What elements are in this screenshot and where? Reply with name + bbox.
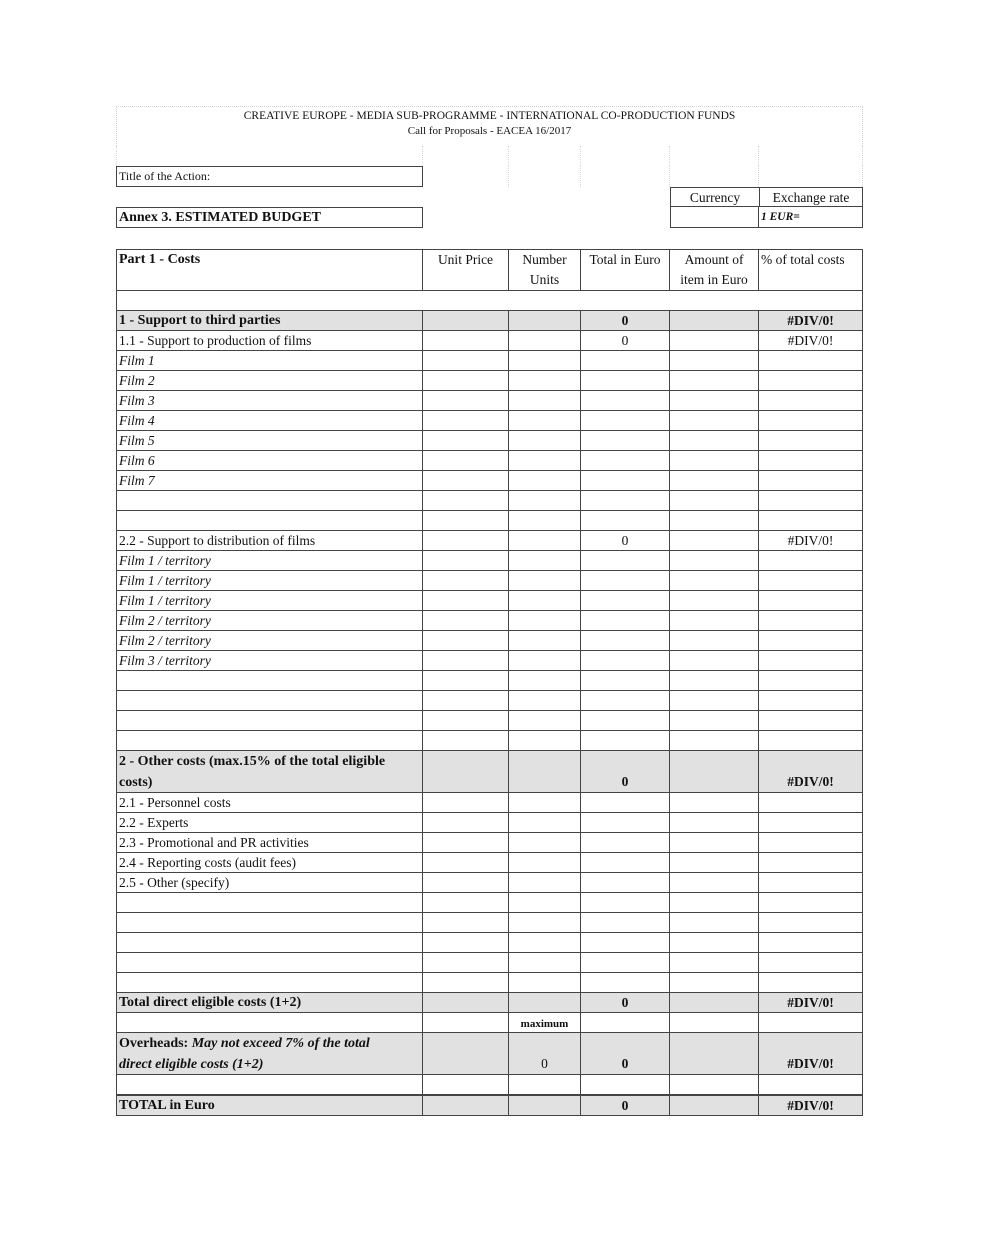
blank-row [116,291,863,311]
film-row-cell[interactable] [423,451,509,471]
film-row-cell[interactable] [581,471,670,491]
other-cost-row-label: 2.4 - Reporting costs (audit fees) [116,853,423,873]
territory-row [116,651,863,671]
other-cost-row-cell[interactable] [509,793,581,813]
other-cost-row-label: 2.2 - Experts [116,813,423,833]
budget-sheet [116,106,863,1116]
film-row-cell[interactable] [670,371,759,391]
exchange-rate-field[interactable]: 1 EUR= [759,207,863,228]
other-cost-row-label: 2.1 - Personnel costs [116,793,423,813]
other-cost-row-cell[interactable] [670,873,759,893]
maximum-row [116,1013,863,1033]
territory-row-cell[interactable] [759,611,863,631]
blank-row [116,511,863,531]
section1-amount[interactable] [670,311,759,331]
territory-row-cell[interactable] [670,591,759,611]
territory-row-cell[interactable] [423,651,509,671]
other-cost-row-cell[interactable] [670,833,759,853]
territory-row-cell[interactable] [759,631,863,651]
sub1-percent: #DIV/0! [759,331,863,351]
film-row-cell[interactable] [759,391,863,411]
territory-row-cell[interactable] [670,611,759,631]
sub1-total: 0 [581,331,670,351]
territory-row-cell[interactable] [759,651,863,671]
other-cost-row-cell[interactable] [423,853,509,873]
film-row-cell[interactable] [509,431,581,451]
film-row-cell[interactable] [423,411,509,431]
blank-row [116,671,863,691]
sub1-unit-price[interactable] [423,331,509,351]
total-direct-row [116,993,863,1013]
other-cost-row-cell[interactable] [509,833,581,853]
other-cost-row-cell[interactable] [581,793,670,813]
sub2-amount[interactable] [670,531,759,551]
territory-row-label: Film 1 / territory [116,571,423,591]
film-row-cell[interactable] [670,451,759,471]
territory-row-cell[interactable] [581,611,670,631]
section2-unit-price[interactable] [423,751,509,793]
other-cost-row-cell[interactable] [509,873,581,893]
sub1-units[interactable] [509,331,581,351]
other-cost-row-cell[interactable] [581,853,670,873]
document-header [116,106,863,146]
territory-row-cell[interactable] [670,551,759,571]
column-header-row [116,249,863,291]
film-row-cell[interactable] [759,371,863,391]
film-row-label: Film 7 [116,471,423,491]
blank-row [116,933,863,953]
section1-units[interactable] [509,311,581,331]
grand-total-value: 0 [581,1095,670,1116]
film-row-cell[interactable] [581,431,670,451]
maximum-label: maximum [509,1013,581,1033]
section1-unit-price[interactable] [423,311,509,331]
territory-row-cell[interactable] [581,651,670,671]
film-row-cell[interactable] [423,391,509,411]
sub1-amount[interactable] [670,331,759,351]
amount-header [670,249,759,291]
other-cost-row-label: 2.5 - Other (specify) [116,873,423,893]
section1-label: 1 - Support to third parties [116,311,423,331]
territory-row-label: Film 1 / territory [116,591,423,611]
section2-percent: #DIV/0! [759,751,863,793]
amount-line1: Amount of [684,252,744,267]
total-direct-label: Total direct eligible costs (1+2) [116,993,423,1013]
section2-total: 0 [581,751,670,793]
total-euro-header: Total in Euro [581,249,670,291]
number-units-header [509,249,581,291]
overheads-percent: #DIV/0! [759,1033,863,1075]
film-rows [116,351,863,491]
overheads-row [116,1033,863,1075]
film-row [116,451,863,471]
other-cost-row [116,873,863,893]
territory-row-label: Film 1 / territory [116,551,423,571]
other-cost-row-label: 2.3 - Promotional and PR activities [116,833,423,853]
currency-field[interactable] [670,207,759,228]
territory-row-cell[interactable] [581,631,670,651]
section2-units[interactable] [509,751,581,793]
blank-row [116,1075,863,1095]
film-row [116,391,863,411]
title-of-action-field[interactable]: Title of the Action: [116,166,423,187]
other-cost-row-cell[interactable] [581,873,670,893]
other-cost-row-cell[interactable] [670,813,759,833]
number-units-line2: Units [529,272,560,287]
sub1-label: 1.1 - Support to production of films [116,331,423,351]
blank-row [116,973,863,993]
territory-row-cell[interactable] [423,631,509,651]
sub1-row [116,331,863,351]
other-cost-row-cell[interactable] [423,833,509,853]
territory-row [116,571,863,591]
other-cost-row [116,853,863,873]
film-row-label: Film 3 [116,391,423,411]
film-row [116,471,863,491]
sub2-total: 0 [581,531,670,551]
territory-row [116,591,863,611]
other-cost-row-cell[interactable] [670,853,759,873]
film-row [116,411,863,431]
territory-row-cell[interactable] [581,571,670,591]
title-row [116,166,863,187]
territory-row-cell[interactable] [581,551,670,571]
overheads-units[interactable]: 0 [509,1033,581,1075]
other-cost-row-cell[interactable] [509,813,581,833]
other-cost-row-cell[interactable] [670,793,759,813]
film-row-cell[interactable] [509,411,581,431]
territory-row-cell[interactable] [423,551,509,571]
header-subtitle: Call for Proposals - EACEA 16/2017 [407,125,572,137]
other-cost-row-cell[interactable] [759,793,863,813]
territory-row-cell[interactable] [423,611,509,631]
other-cost-row-cell[interactable] [423,813,509,833]
film-row-label: Film 4 [116,411,423,431]
amount-line2: item in Euro [680,272,748,287]
film-row-cell[interactable] [670,471,759,491]
film-row-label: Film 5 [116,431,423,451]
overheads-title: Overheads: [119,1036,189,1051]
section1-row [116,311,863,331]
film-row-cell[interactable] [509,451,581,471]
film-row-cell[interactable] [581,451,670,471]
territory-row-cell[interactable] [509,551,581,571]
section1-total: 0 [581,311,670,331]
territory-row-cell[interactable] [423,571,509,591]
total-direct-percent: #DIV/0! [759,993,863,1013]
film-row-cell[interactable] [509,471,581,491]
film-row-cell[interactable] [509,371,581,391]
grand-total-percent: #DIV/0! [759,1095,863,1116]
other-cost-row [116,813,863,833]
sub2-percent: #DIV/0! [759,531,863,551]
overheads-total: 0 [581,1033,670,1075]
film-row-cell[interactable] [581,371,670,391]
section2-label [116,751,423,793]
other-cost-row-cell[interactable] [759,853,863,873]
territory-row-label: Film 2 / territory [116,611,423,631]
section2-label-line1: 2 - Other costs (max.15% of the total eligible [119,754,386,769]
film-row-cell[interactable] [423,431,509,451]
blank-row [116,913,863,933]
section2-row [116,751,863,793]
film-row-cell[interactable] [423,371,509,391]
territory-row-cell[interactable] [423,591,509,611]
territory-rows [116,551,863,671]
overheads-note-line1: May not exceed 7% of the total [188,1036,370,1051]
blank-row [116,893,863,913]
film-row-label: Film 1 [116,351,423,371]
other-cost-row-cell[interactable] [581,813,670,833]
percent-header: % of total costs [759,249,863,291]
other-cost-rows [116,793,863,893]
territory-row-cell[interactable] [759,591,863,611]
annex-title: Annex 3. ESTIMATED BUDGET [116,207,423,228]
territory-row [116,631,863,651]
currency-header-row [116,187,863,207]
number-units-line1: Number [522,252,567,267]
territory-row [116,611,863,631]
other-cost-row-cell[interactable] [581,833,670,853]
annex-row [116,207,863,228]
sub2-label: 2.2 - Support to distribution of films [116,531,423,551]
grand-total-label: TOTAL in Euro [116,1095,423,1116]
film-row-cell[interactable] [423,471,509,491]
territory-row-cell[interactable] [509,611,581,631]
territory-row-cell[interactable] [509,591,581,611]
blank-row [116,711,863,731]
territory-row-cell[interactable] [670,571,759,591]
film-row-cell[interactable] [509,391,581,411]
currency-label: Currency [670,187,759,207]
other-cost-row-cell[interactable] [759,813,863,833]
blank-row [116,691,863,711]
film-row [116,431,863,451]
film-row-cell[interactable] [759,431,863,451]
territory-row-cell[interactable] [670,651,759,671]
other-cost-row-cell[interactable] [423,873,509,893]
overheads-label [116,1033,423,1075]
blank-row [116,731,863,751]
film-row-cell[interactable] [670,391,759,411]
other-cost-row-cell[interactable] [759,873,863,893]
other-cost-row-cell[interactable] [509,853,581,873]
blank-row [116,491,863,511]
sub2-units[interactable] [509,531,581,551]
film-row-label: Film 6 [116,451,423,471]
film-row-cell[interactable] [670,431,759,451]
sub2-unit-price[interactable] [423,531,509,551]
territory-row-label: Film 3 / territory [116,651,423,671]
territory-row [116,551,863,571]
header-title: CREATIVE EUROPE - MEDIA SUB-PROGRAMME - INTERNATIONAL CO-PRODUCTION FUNDS [243,110,736,122]
film-row [116,371,863,391]
film-row-cell[interactable] [670,351,759,371]
film-row-cell[interactable] [581,391,670,411]
spacer-row [116,146,863,166]
section1-percent: #DIV/0! [759,311,863,331]
film-row-cell[interactable] [759,351,863,371]
territory-row-cell[interactable] [509,651,581,671]
film-row-label: Film 2 [116,371,423,391]
territory-row-cell[interactable] [581,591,670,611]
overheads-note-line2: direct eligible costs (1+2) [119,1057,264,1072]
territory-row-cell[interactable] [509,571,581,591]
film-row-cell[interactable] [759,471,863,491]
territory-row-cell[interactable] [759,571,863,591]
part1-costs-header: Part 1 - Costs [116,249,423,291]
territory-row-cell[interactable] [509,631,581,651]
territory-row-cell[interactable] [759,551,863,571]
territory-row-label: Film 2 / territory [116,631,423,651]
territory-row-cell[interactable] [670,631,759,651]
section2-amount[interactable] [670,751,759,793]
film-row-cell[interactable] [581,411,670,431]
other-cost-row [116,833,863,853]
other-cost-row-cell[interactable] [759,833,863,853]
film-row-cell[interactable] [581,351,670,371]
film-row-cell[interactable] [670,411,759,431]
blank-row [116,953,863,973]
film-row-cell[interactable] [509,351,581,371]
unit-price-header: Unit Price [423,249,509,291]
exchange-rate-label: Exchange rate [759,187,863,207]
grand-total-row [116,1095,863,1116]
other-cost-row-cell[interactable] [423,793,509,813]
other-cost-row [116,793,863,813]
section2-label-line2: costs) [119,775,153,790]
film-row-cell[interactable] [759,411,863,431]
film-row-cell[interactable] [423,351,509,371]
total-direct-value: 0 [581,993,670,1013]
film-row [116,351,863,371]
sub2-row [116,531,863,551]
film-row-cell[interactable] [759,451,863,471]
